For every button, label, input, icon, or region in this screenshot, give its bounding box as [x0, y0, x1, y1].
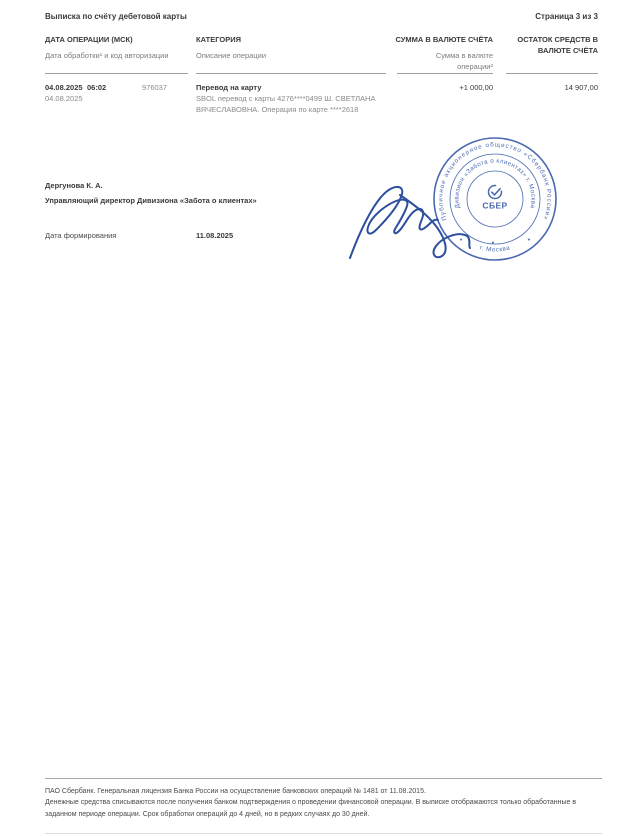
- column-rule-3: [397, 73, 493, 74]
- formation-date: 11.08.2025: [196, 231, 234, 240]
- operation-date: 04.08.2025: [45, 83, 83, 92]
- column-rule-4: [506, 73, 598, 74]
- stamp-outer-text: Публичное акционерное общество «Сбербанк России»: [437, 141, 553, 222]
- footer-divider: [45, 778, 602, 779]
- column-rule-1: [45, 73, 188, 74]
- description: SBOL перевод с карты 4276****0499 Ш. СВЕТЛАНА ВЯЧЕСЛАВОВНА. Операция по карте ****2618: [196, 94, 376, 114]
- auth-code: 976037: [142, 83, 168, 92]
- page-title: Выписка по счёту дебетовой карты: [45, 12, 187, 21]
- formation-date-label: Дата формирования: [45, 231, 117, 240]
- signature-scribble: [346, 174, 486, 270]
- subheader-processing-date: Дата обработки¹ и код авторизации: [45, 51, 169, 60]
- signer-name: Дергунова К. А.: [45, 181, 103, 190]
- category: Перевод на карту: [196, 83, 262, 92]
- footer-license-text: ПАО Сбербанк. Генеральная лицензия Банка России на осуществление банковских операций № 1481 от 11.08.2015.: [45, 788, 426, 795]
- subheader-operation-amount: Сумма в валюте операции²: [435, 51, 493, 71]
- column-header-operation-date: ДАТА ОПЕРАЦИИ (МСК): [45, 35, 133, 44]
- sber-logo-icon: [489, 186, 502, 199]
- stamp-dot-center: •: [491, 240, 495, 247]
- column-header-balance: ОСТАТОК СРЕДСТВ В ВАЛЮТЕ СЧЁТА: [517, 35, 598, 55]
- stamp-dot-left: •: [459, 237, 463, 244]
- column-header-amount: СУММА В ВАЛЮТЕ СЧЁТА: [395, 35, 493, 44]
- processing-date: 04.08.2025: [45, 94, 83, 103]
- signer-position: Управляющий директор Дивизиона «Забота о клиентах»: [45, 196, 257, 205]
- stamp-brand: СБЕР: [482, 200, 508, 211]
- column-header-category: КАТЕГОРИЯ: [196, 35, 241, 44]
- page-number: Страница 3 из 3: [535, 12, 598, 21]
- page-bottom-edge: [45, 833, 602, 834]
- balance: 14 907,00: [564, 83, 598, 92]
- column-rule-2: [196, 73, 386, 74]
- amount: +1 000,00: [459, 83, 493, 92]
- subheader-description: Описание операции: [196, 51, 267, 60]
- stamp-city-text: г. Москва: [478, 244, 512, 254]
- stamp-dot-right: •: [527, 237, 531, 244]
- operation-time: 06:02: [87, 83, 107, 92]
- footer-disclaimer-text: Денежные средства списываются после получения банком подтверждения о проведении финансовой операции. В выписке отображаются только обработанные в заданном периоде операции. Срок обработки операций до 4 дней, но в редких случаях до 30 дней.: [45, 799, 577, 818]
- stamp-inner-text: Дивизион «Забота о клиентах» г. Москва: [453, 157, 537, 209]
